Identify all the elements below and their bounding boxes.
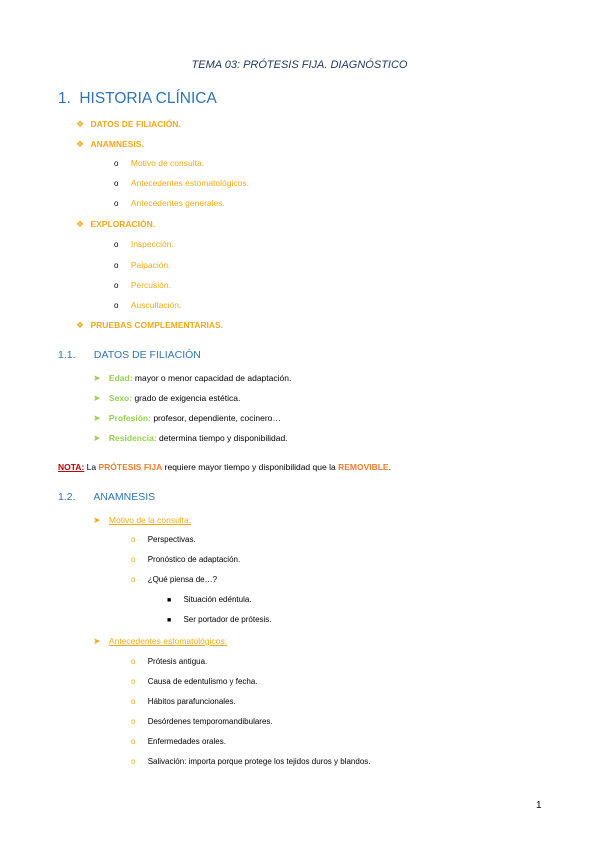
- list-item: ➤ Residencia: determina tiempo y disponibilidad.: [93, 433, 288, 443]
- list-item: ❖ PRUEBAS COMPLEMENTARIAS.: [76, 320, 223, 330]
- section-1-heading: [58, 91, 217, 107]
- circle-bullet-icon: o: [114, 240, 119, 249]
- circle-bullet-icon: o: [131, 555, 136, 564]
- list-item: o Prótesis antigua.: [131, 657, 208, 666]
- list-item: ➤ Edad: mayor o menor capacidad de adaptación.: [93, 373, 292, 383]
- list-item: o Palpación.: [114, 260, 171, 270]
- circle-bullet-icon: o: [114, 179, 119, 188]
- list-item: o Percusión.: [114, 280, 171, 290]
- circle-bullet-icon: o: [131, 535, 136, 544]
- list-item: ❖ DATOS DE FILIACIÓN.: [76, 119, 181, 129]
- list-item: ❖ ANAMNESIS.: [76, 139, 144, 149]
- section-1-title: HISTORIA CLÍNICA: [79, 90, 217, 107]
- square-bullet-icon: ■: [167, 597, 172, 604]
- circle-bullet-icon: o: [131, 697, 136, 706]
- circle-bullet-icon: o: [131, 657, 136, 666]
- page-number: 1: [536, 800, 542, 811]
- diamond-bullet-icon: ❖: [76, 219, 85, 229]
- list-item: o Desórdenes temporomandibulares.: [131, 717, 273, 726]
- list-item: ➤ Profesión: profesor, dependiente, cocinero…: [93, 413, 281, 423]
- arrow-bullet-icon: ➤: [93, 433, 101, 443]
- section-1-2-heading: 1.2. ANAMNESIS: [58, 491, 156, 503]
- list-item: o Hábitos parafuncionales.: [131, 697, 236, 706]
- note-paragraph: NOTA: La PRÓTESIS FIJA requiere mayor tiempo y disponibilidad que la REMOVIBLE.: [58, 462, 391, 472]
- list-item: ■ Situación edéntula.: [167, 595, 252, 604]
- list-item: o Motivo de consulta.: [114, 158, 205, 168]
- list-item: o Causa de edentulismo y fecha.: [131, 677, 258, 686]
- list-item: ❖ EXPLORACIÓN.: [76, 219, 156, 229]
- list-item: o Inspección.: [114, 239, 174, 249]
- circle-bullet-icon: o: [114, 261, 119, 270]
- circle-bullet-icon: o: [131, 737, 136, 746]
- circle-bullet-icon: o: [114, 159, 119, 168]
- note-label: NOTA:: [58, 462, 85, 472]
- list-item: o Auscultación.: [114, 300, 182, 310]
- circle-bullet-icon: o: [114, 199, 119, 208]
- list-item: ➤ Sexo: grado de exigencia estética.: [93, 393, 241, 403]
- diamond-bullet-icon: ❖: [76, 320, 85, 330]
- circle-bullet-icon: o: [131, 717, 136, 726]
- circle-bullet-icon: o: [131, 575, 136, 584]
- diamond-bullet-icon: ❖: [76, 119, 85, 129]
- page-title: TEMA 03: PRÓTESIS FIJA. DIAGNÓSTICO: [191, 59, 408, 71]
- circle-bullet-icon: o: [131, 757, 136, 766]
- section-1-number: 1.: [58, 90, 71, 107]
- arrow-bullet-icon: ➤: [93, 393, 101, 403]
- list-item: o Antecedentes generales.: [114, 198, 225, 208]
- list-item: o Enfermedades orales.: [131, 737, 226, 746]
- arrow-bullet-icon: ➤: [93, 413, 101, 423]
- arrow-bullet-icon: ➤: [93, 373, 101, 383]
- list-item: o Antecedentes estomatológicos.: [114, 178, 249, 188]
- circle-bullet-icon: o: [114, 281, 119, 290]
- list-item: ➤ Antecedentes estomatológicos:: [93, 636, 228, 646]
- section-1-1-heading: 1.1. DATOS DE FILIACIÓN: [58, 349, 201, 361]
- circle-bullet-icon: o: [114, 301, 119, 310]
- diamond-bullet-icon: ❖: [76, 139, 85, 149]
- list-item: o Pronóstico de adaptación.: [131, 555, 241, 564]
- circle-bullet-icon: o: [131, 677, 136, 686]
- list-item: ➤ Motivo de la consulta:: [93, 515, 192, 525]
- arrow-bullet-icon: ➤: [93, 515, 101, 525]
- list-item: o Salivación: importa porque protege los tejidos duros y blandos.: [131, 757, 371, 766]
- square-bullet-icon: ■: [167, 617, 172, 624]
- list-item: ■ Ser portador de prótesis.: [167, 615, 272, 624]
- arrow-bullet-icon: ➤: [93, 636, 101, 646]
- list-item: o ¿Qué piensa de…?: [131, 575, 218, 584]
- list-item: o Perspectivas.: [131, 535, 196, 544]
